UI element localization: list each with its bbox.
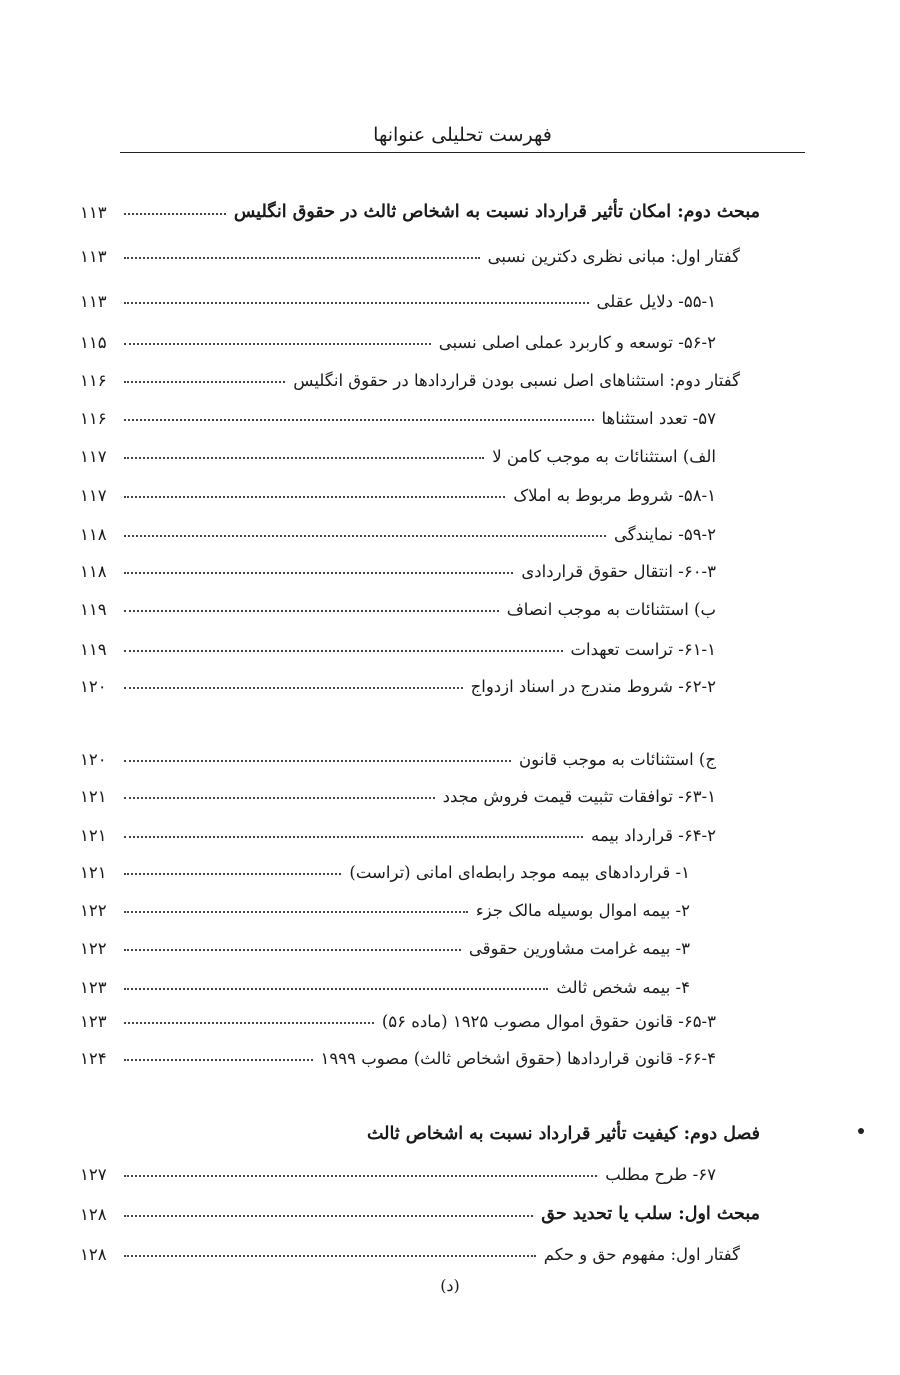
toc-entry-page: ۱۲۱ <box>80 863 107 882</box>
toc-entry-page: ۱۲۰ <box>80 750 107 769</box>
toc-entry-title: ب) استثنائات به موجب انصاف <box>506 600 716 619</box>
toc-entry-page: ۱۱۹ <box>80 640 107 659</box>
toc-entry-title: ج) استثنائات به موجب قانون <box>519 750 716 769</box>
toc-entry-title: ۶۷- طرح مطلب <box>605 1165 716 1184</box>
toc-entry <box>80 277 760 311</box>
leader-dots <box>124 302 589 304</box>
toc-entry-title: ۳- بیمه غرامت مشاورین حقوقی <box>468 939 690 958</box>
toc-entry-title: الف) استثنائات به موجب کامن لا <box>492 447 716 466</box>
toc-entry <box>80 1034 760 1068</box>
toc-entry-page: ۱۱۳ <box>80 247 107 266</box>
toc-entry-title: ۱- قراردادهای بیمه موجد رابطه‌ای امانی (تراست) <box>349 863 690 882</box>
page-title: فهرست تحلیلی عنوانها <box>373 124 552 146</box>
leader-dots <box>124 257 480 259</box>
toc-entry-page: ۱۲۷ <box>80 1165 107 1184</box>
toc-entry-title: گفتار اول: مبانی نظری دکترین نسبی <box>487 247 740 266</box>
toc-entry-page: ۱۱۹ <box>80 600 107 619</box>
toc-entry-title: مبحث دوم: امکان تأثیر قرارداد نسبت به اشخاص ثالث در حقوق انگلیس <box>233 202 760 222</box>
toc-entry <box>80 963 760 997</box>
toc-entry-title: گفتار اول: مفهوم حق و حکم <box>543 1245 740 1264</box>
leader-dots <box>124 949 461 951</box>
toc-entry <box>80 1150 760 1184</box>
leader-dots <box>124 836 583 838</box>
toc-entry-page: ۱۱۷ <box>80 486 107 505</box>
toc-entry-title: ۵۷- تعدد استثناها <box>601 409 716 428</box>
toc-entry <box>80 997 760 1031</box>
toc-entry-title: ۵۹-۲- نمایندگی <box>614 525 716 544</box>
toc-entry-page: ۱۲۲ <box>80 901 107 920</box>
leader-dots <box>124 988 548 990</box>
toc-entry <box>80 318 760 352</box>
leader-dots <box>124 797 435 799</box>
leader-dots <box>124 610 499 612</box>
toc-entry-title: ۴- بیمه شخص ثالث <box>556 978 690 997</box>
toc-entry-page: ۱۱۸ <box>80 562 107 581</box>
leader-dots <box>124 457 484 459</box>
toc-entry-page: ۱۲۴ <box>80 1049 107 1068</box>
leader-dots <box>124 687 463 689</box>
toc-entry-section <box>80 1190 760 1224</box>
toc-entry-page: ۱۲۰ <box>80 677 107 696</box>
toc-entry-chapter <box>80 1110 760 1144</box>
toc-entry <box>80 772 760 806</box>
toc-entry-title: ۵۵-۱- دلایل عقلی <box>596 292 716 311</box>
toc-entry <box>80 510 760 544</box>
toc-entry-title: ۶۵-۳- قانون حقوق اموال مصوب ۱۹۲۵ (ماده ۵۶) <box>381 1012 716 1031</box>
toc-entry-page: ۱۱۸ <box>80 525 107 544</box>
toc-entry-page: ۱۱۳ <box>80 292 107 311</box>
leader-dots <box>124 873 341 875</box>
toc-entry-title: ۶۳-۱- توافقات تثبیت قیمت فروش مجدد <box>442 787 716 806</box>
leader-dots <box>124 213 226 215</box>
toc-entry-title: ۶۶-۴- قانون قراردادها (حقوق اشخاص ثالث) مصوب ۱۹۹۹ <box>320 1049 716 1068</box>
toc-entry <box>80 662 760 696</box>
leader-dots <box>124 1175 597 1177</box>
toc-entry <box>80 811 760 845</box>
toc-entry <box>80 625 760 659</box>
toc-entry <box>80 585 760 619</box>
toc-entry <box>80 232 760 266</box>
bullet-mark <box>858 1128 864 1134</box>
toc-entry-title: ۶۴-۲- قرارداد بیمه <box>590 826 716 845</box>
leader-dots <box>124 1059 313 1061</box>
toc-entry-page: ۱۱۵ <box>80 333 107 352</box>
leader-dots <box>124 650 563 652</box>
toc-entry-page: ۱۲۸ <box>80 1245 107 1264</box>
toc-entry-page: ۱۲۳ <box>80 978 107 997</box>
leader-dots <box>124 911 468 913</box>
toc-entry-title: ۶۱-۱- تراست تعهدات <box>570 640 716 659</box>
toc-entry <box>80 735 760 769</box>
toc-entry <box>80 471 760 505</box>
toc-entry <box>80 547 760 581</box>
toc-entry-page: ۱۲۱ <box>80 826 107 845</box>
leader-dots <box>124 1255 536 1257</box>
leader-dots <box>124 381 285 383</box>
toc-entry-page: ۱۲۱ <box>80 787 107 806</box>
toc-entry-page: ۱۱۶ <box>80 409 107 428</box>
toc-entry <box>80 1230 760 1264</box>
toc-entry-page: ۱۱۶ <box>80 371 107 390</box>
leader-dots <box>124 1022 374 1024</box>
toc-entry <box>80 886 760 920</box>
toc-entry-section <box>80 188 760 222</box>
toc-entry-page: ۱۱۷ <box>80 447 107 466</box>
toc-entry-page: ۱۲۸ <box>80 1205 107 1224</box>
toc-entry-title: گفتار دوم: استثناهای اصل نسبی بودن قراردادها در حقوق انگلیس <box>293 371 740 390</box>
toc-entry <box>80 924 760 958</box>
toc-entry-title: ۶۲-۲- شروط مندرج در اسناد ازدواج <box>470 677 716 696</box>
leader-dots <box>124 496 505 498</box>
leader-dots <box>124 760 511 762</box>
toc-entry <box>80 848 760 882</box>
page-number: (د) <box>440 1276 460 1295</box>
leader-dots <box>124 572 513 574</box>
toc-entry <box>80 394 760 428</box>
toc-entry <box>80 432 760 466</box>
header-rule <box>120 152 805 153</box>
toc-entry-page: ۱۲۳ <box>80 1012 107 1031</box>
leader-dots <box>124 343 431 345</box>
toc-entry-title: ۵۸-۱- شروط مربوط به املاک <box>513 486 716 505</box>
toc-entry-title: ۶۰-۳- انتقال حقوق قراردادی <box>521 562 716 581</box>
toc-entry-page: ۱۲۲ <box>80 939 107 958</box>
leader-dots <box>124 419 594 421</box>
toc-entry-title: ۵۶-۲- توسعه و کاربرد عملی اصلی نسبی <box>438 333 716 352</box>
toc-entry-title: ۲- بیمه اموال بوسیله مالک جزء <box>475 901 690 920</box>
toc-entry <box>80 356 760 390</box>
leader-dots <box>124 1215 533 1217</box>
toc-entry-page: ۱۱۳ <box>80 203 107 222</box>
leader-dots <box>124 535 606 537</box>
toc-entry-title: مبحث اول: سلب یا تحدید حق <box>541 1204 760 1224</box>
toc-entry-title: فصل دوم: کیفیت تأثیر قرارداد نسبت به اشخاص ثالث <box>366 1124 760 1144</box>
